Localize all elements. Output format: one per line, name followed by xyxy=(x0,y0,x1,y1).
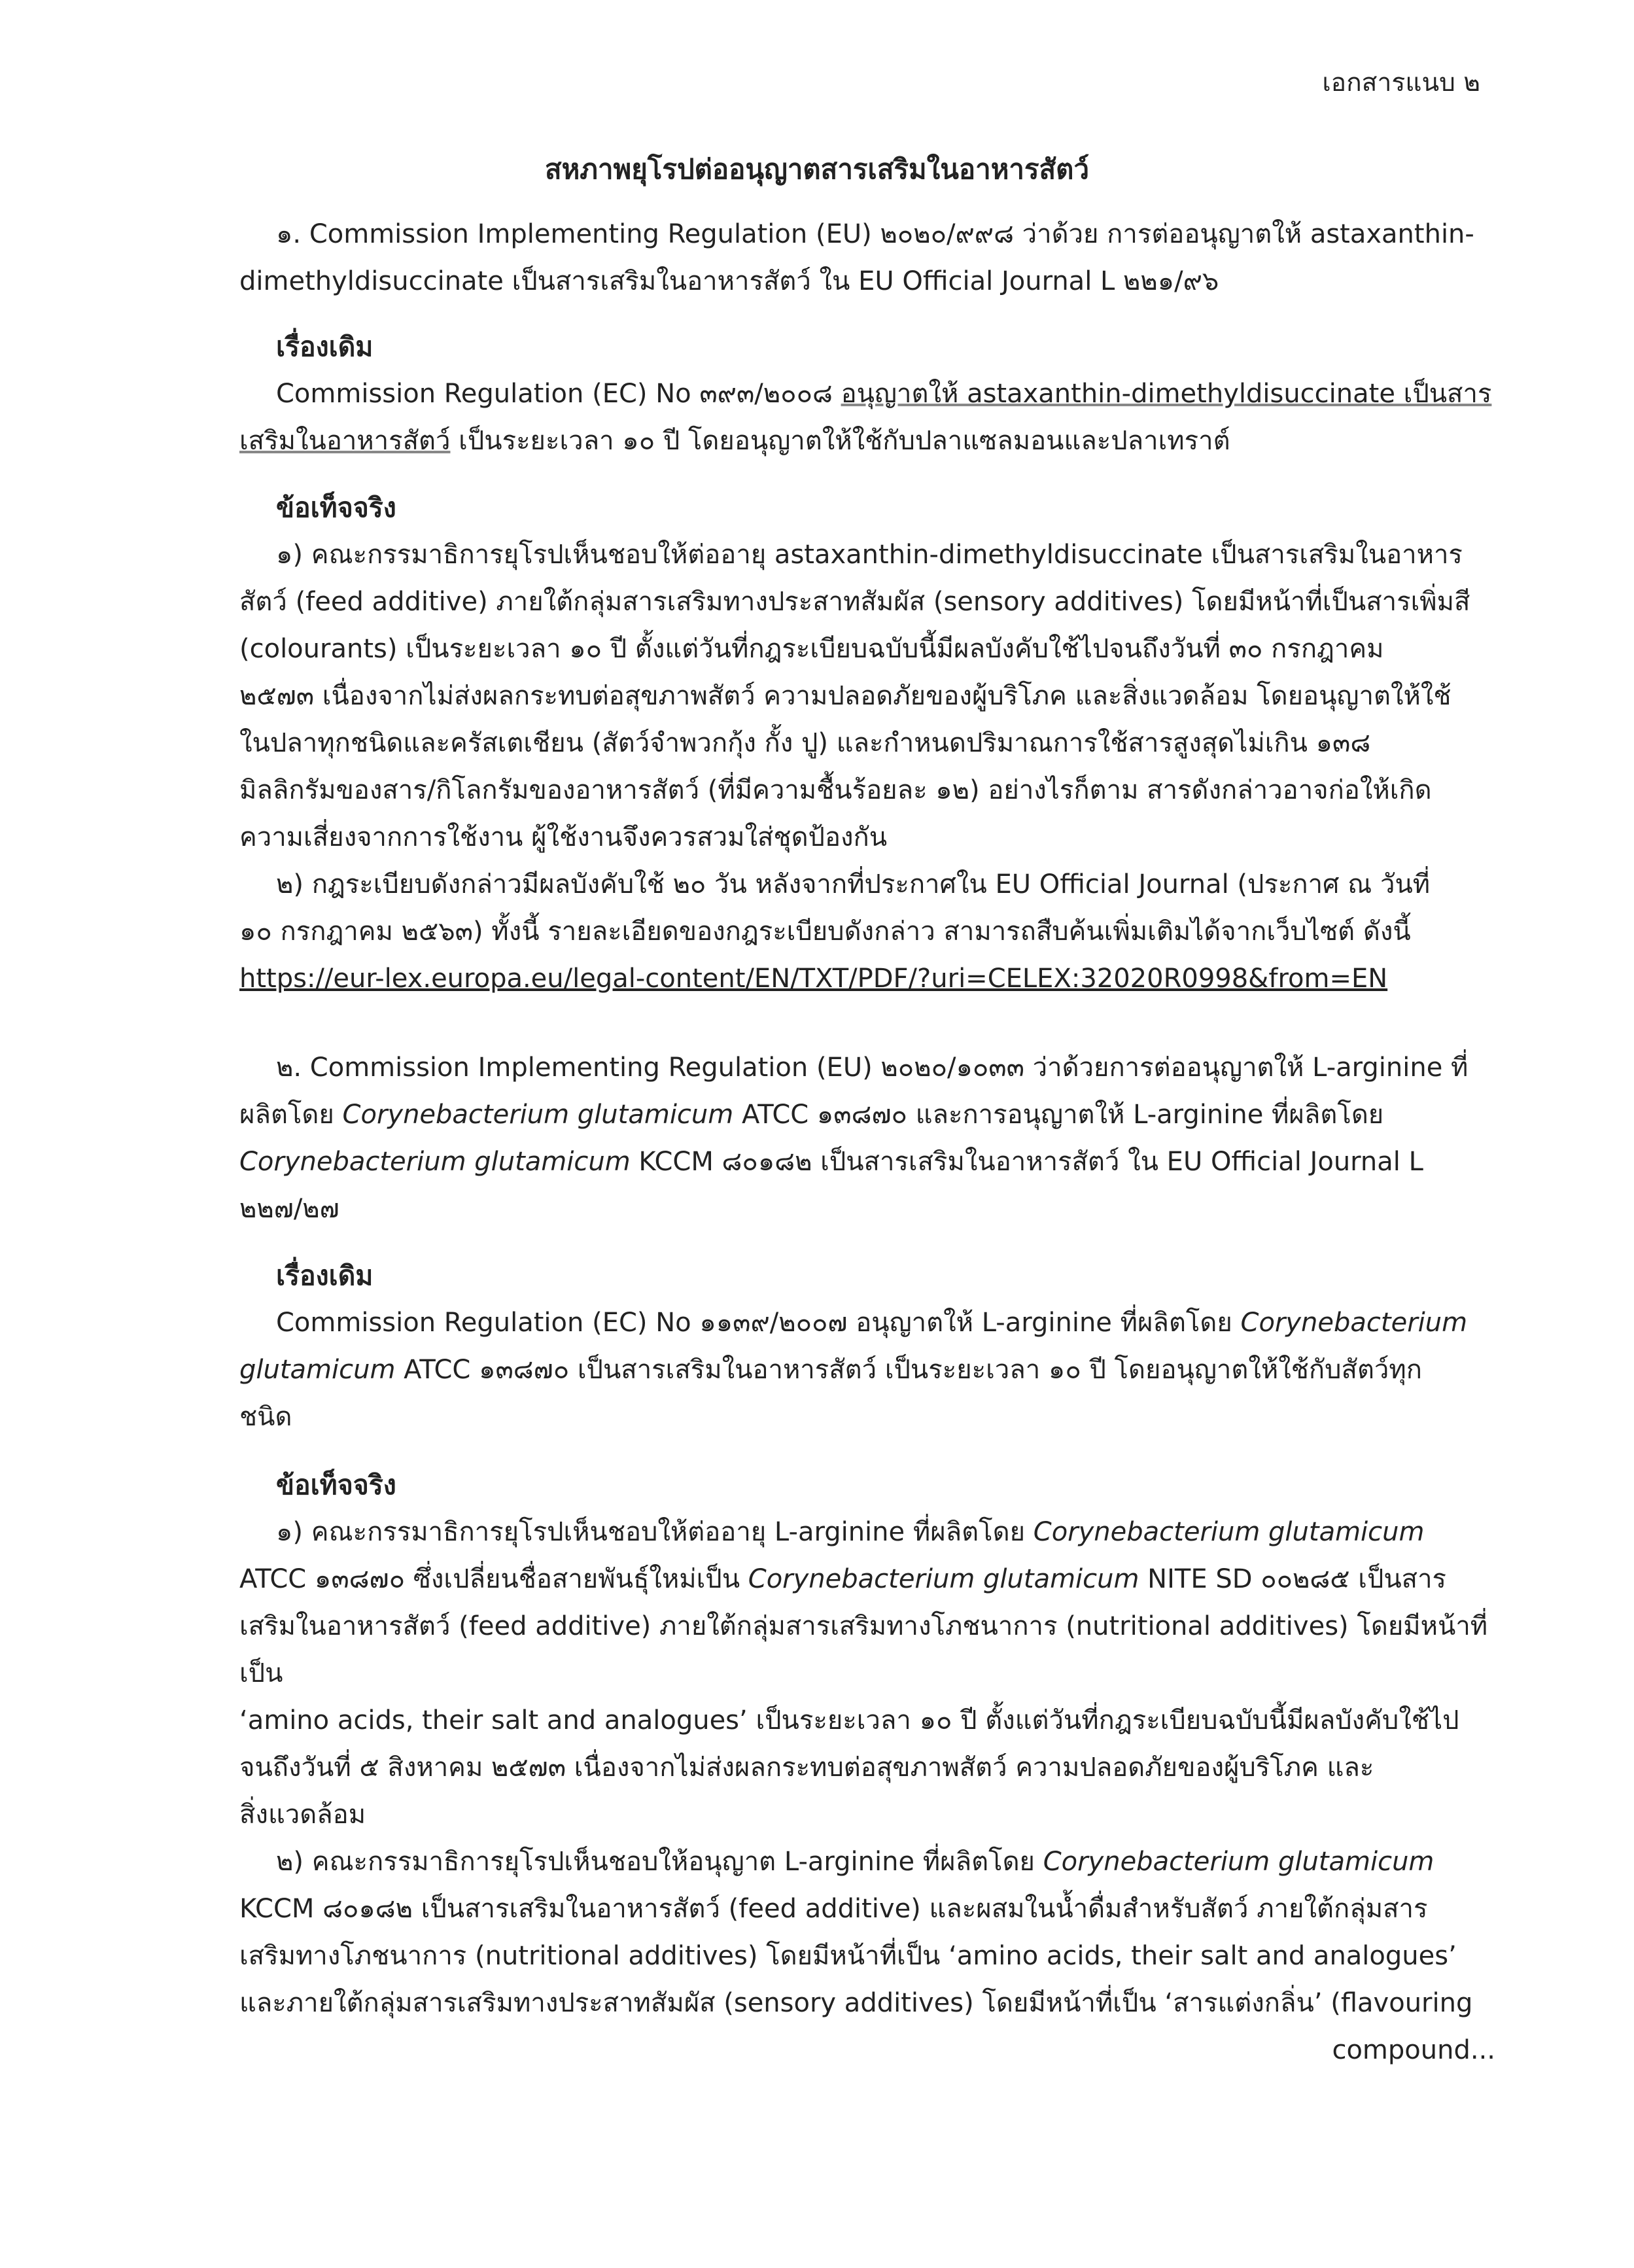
item1-fact1-line1: ๑) คณะกรรมาธิการยุโรปเห็นชอบให้ต่ออายุ astaxanthin-dimethyldisuccinate เป็นสารเสริมในอาหาร xyxy=(276,540,1463,570)
eur-lex-link[interactable]: https://eur-lex.europa.eu/legal-content/EN/TXT/PDF/?uri=CELEX:32020R0998&from=EN xyxy=(239,964,1388,994)
item1-facts-heading: ข้อเท็จจริง xyxy=(276,492,396,523)
item1-fact1-line3: (colourants) เป็นระยะเวลา ๑๐ ปี ตั้งแต่วันที่กฎระเบียบฉบับนี้มีผลบังคับใช้ไปจนถึงวันที่ ๓๐ กรกฎาคม xyxy=(239,634,1384,664)
item2-fact2-line4: และภายใต้กลุ่มสารเสริมทางประสาทสัมผัส (sensory additives) โดยมีหน้าที่เป็น ‘สารแต่งกลิ่น’ (flavouring xyxy=(239,1988,1473,2018)
item1-fact2-line2: ๑๐ กรกฎาคม ๒๕๖๓) ทั้งนี้ รายละเอียดของกฎระเบียบดังกล่าว สามารถสืบค้นเพิ่มเติมได้จากเว็บไซต์ ดังนี้ xyxy=(239,916,1411,947)
item1-background-line1 xyxy=(239,370,1495,417)
item2-background xyxy=(239,1252,1495,1440)
item2-fact1-line1 xyxy=(239,1509,1495,1556)
item2-background-line3: ชนิด xyxy=(239,1402,292,1432)
item2-fact1-line6: สิ่งแวดล้อม xyxy=(239,1800,366,1830)
item1-bg-underlined-2: เสริมในอาหารสัตว์ xyxy=(239,426,451,456)
item1-background-line2 xyxy=(239,417,1495,464)
continuation-marker: compound... xyxy=(1332,2035,1495,2065)
item2-intro-line4: ๒๒๗/๒๗ xyxy=(239,1194,339,1224)
item2-background-heading: เรื่องเดิม xyxy=(276,1260,374,1291)
item2-bg-species-2: glutamicum xyxy=(239,1355,396,1385)
item2-f1-text-3: NITE SD ๐๐๒๘๕ เป็นสาร xyxy=(1139,1564,1447,1594)
item2-fact1-line2 xyxy=(239,1556,1495,1603)
item1-intro-line1: ๑. Commission Implementing Regulation (EU) ๒๐๒๐/๙๙๘ ว่าด้วย การต่ออนุญาตให้ astaxanthin- xyxy=(276,219,1474,249)
item2-intro-line3 xyxy=(239,1138,1495,1185)
item2-intro-text-2: ATCC ๑๓๘๗๐ และการอนุญาตให้ L-arginine ที่ผลิตโดย xyxy=(733,1100,1384,1130)
item2-f2-species: Corynebacterium glutamicum xyxy=(1043,1847,1434,1877)
item1-bg-text-2: เป็นระยะเวลา ๑๐ ปี โดยอนุญาตให้ใช้กับปลาแซลมอนและปลาเทราต์ xyxy=(450,426,1230,456)
item2-intro-text: ผลิตโดย xyxy=(239,1100,343,1130)
item2-fact2-line3: เสริมทางโภชนาการ (nutritional additives) โดยมีหน้าที่เป็น ‘amino acids, their salt and analogues’ xyxy=(239,1941,1457,1971)
item2-background-line1 xyxy=(239,1299,1495,1346)
item1-fact1-line6: มิลลิกรัมของสาร/กิโลกรัมของอาหารสัตว์ (ที่มีความชื้นร้อยละ ๑๒) อย่างไรก็ตาม สารดังกล่าวอาจก่อให้เกิด xyxy=(239,775,1432,805)
item1-background xyxy=(239,323,1495,464)
item1-fact1-line7: ความเสี่ยงจากการใช้งาน ผู้ใช้งานจึงควรสวมใส่ชุดป้องกัน xyxy=(239,822,888,852)
item2-intro-line1: ๒. Commission Implementing Regulation (EU) ๒๐๒๐/๑๐๓๓ ว่าด้วยการต่ออนุญาตให้ L-arginine ที่ xyxy=(276,1053,1469,1083)
item1-bg-text: Commission Regulation (EC) No ๓๙๓/๒๐๐๘ xyxy=(276,379,841,409)
item2-intro xyxy=(239,1044,1495,1232)
item2-bg-text: Commission Regulation (EC) No ๑๑๓๙/๒๐๐๗ อนุญาตให้ L-arginine ที่ผลิตโดย xyxy=(276,1308,1241,1338)
item2-intro-text-3: KCCM ๘๐๑๘๒ เป็นสารเสริมในอาหารสัตว์ ใน EU Official Journal L xyxy=(630,1147,1423,1177)
item1-fact1-line5: ในปลาทุกชนิดและครัสเตเชียน (สัตว์จำพวกกุ้ง กั้ง ปู) และกำหนดปริมาณการใช้สารสูงสุดไม่เกิน ๑๓๘ xyxy=(239,728,1371,758)
item2-f1-text-2: ATCC ๑๓๘๗๐ ซึ่งเปลี่ยนชื่อสายพันธุ์ใหม่เป็น xyxy=(239,1564,748,1594)
item2-species-2: Corynebacterium glutamicum xyxy=(239,1147,631,1177)
item1-intro xyxy=(239,211,1495,305)
item2-fact1-line3: เสริมในอาหารสัตว์ (feed additive) ภายใต้กลุ่มสารเสริมทางโภชนาการ (nutritional additives) โดยมีหน้าที่เป็น xyxy=(239,1611,1488,1688)
item2-bg-text-2: ATCC ๑๓๘๗๐ เป็นสารเสริมในอาหารสัตว์ เป็นระยะเวลา ๑๐ ปี โดยอนุญาตให้ใช้กับสัตว์ทุก xyxy=(395,1355,1422,1385)
item1-source-link[interactable] xyxy=(239,955,1495,1002)
attachment-label: เอกสารแนบ ๒ xyxy=(1322,68,1480,97)
item2-f1-text: ๑) คณะกรรมาธิการยุโรปเห็นชอบให้ต่ออายุ L-arginine ที่ผลิตโดย xyxy=(276,1517,1034,1547)
item2-species: Corynebacterium glutamicum xyxy=(342,1100,734,1130)
item2-f2-text: ๒) คณะกรรมาธิการยุโรปเห็นชอบให้อนุญาต L-arginine ที่ผลิตโดย xyxy=(276,1847,1043,1877)
document-title: สหภาพยุโรปต่ออนุญาตสารเสริมในอาหารสัตว์ xyxy=(544,153,1090,185)
item2-bg-species: Corynebacterium xyxy=(1240,1308,1468,1338)
item1-bg-underlined: อนุญาตให้ astaxanthin-dimethyldisuccinate เป็นสาร xyxy=(841,379,1492,409)
item2-facts-heading: ข้อเท็จจริง xyxy=(276,1469,396,1501)
item2-f1-species: Corynebacterium glutamicum xyxy=(1033,1517,1425,1547)
item1-fact1-line2: สัตว์ (feed additive) ภายใต้กลุ่มสารเสริมทางประสาทสัมผัส (sensory additives) โดยมีหน้าที่เป็นสารเพิ่มสี xyxy=(239,587,1470,617)
item2-fact2-line1 xyxy=(239,1838,1495,1885)
item1-background-heading: เรื่องเดิม xyxy=(276,331,374,362)
item2-intro-line2 xyxy=(239,1091,1495,1138)
item1-intro-line2: dimethyldisuccinate เป็นสารเสริมในอาหารสัตว์ ใน EU Official Journal L ๒๒๑/๙๖ xyxy=(239,266,1219,296)
item2-f1-species-2: Corynebacterium glutamicum xyxy=(748,1564,1139,1594)
item2-background-line2 xyxy=(239,1346,1495,1393)
item2-facts xyxy=(239,1461,1495,2074)
item1-fact1-line4: ๒๕๗๓ เนื่องจากไม่ส่งผลกระทบต่อสุขภาพสัตว์ ความปลอดภัยของผู้บริโภค และสิ่งแวดล้อม โดยอนุญาตให้ใช้ xyxy=(239,681,1451,711)
item1-facts xyxy=(239,484,1495,1002)
item2-fact1-line4: ‘amino acids, their salt and analogues’ เป็นระยะเวลา ๑๐ ปี ตั้งแต่วันที่กฎระเบียบฉบับนี้มีผลบังคับใช้ไป xyxy=(239,1705,1459,1736)
item2-fact1-line5: จนถึงวันที่ ๕ สิงหาคม ๒๕๗๓ เนื่องจากไม่ส่งผลกระทบต่อสุขภาพสัตว์ ความปลอดภัยของผู้บริโภค และ xyxy=(239,1753,1374,1783)
item2-fact2-line2: KCCM ๘๐๑๘๒ เป็นสารเสริมในอาหารสัตว์ (feed additive) และผสมในน้ำดื่มสำหรับสัตว์ ภายใต้กลุ่มสาร xyxy=(239,1894,1428,1924)
item1-fact2-line1: ๒) กฎระเบียบดังกล่าวมีผลบังคับใช้ ๒๐ วัน หลังจากที่ประกาศใน EU Official Journal (ประกาศ ณ วันที่ xyxy=(276,869,1431,899)
